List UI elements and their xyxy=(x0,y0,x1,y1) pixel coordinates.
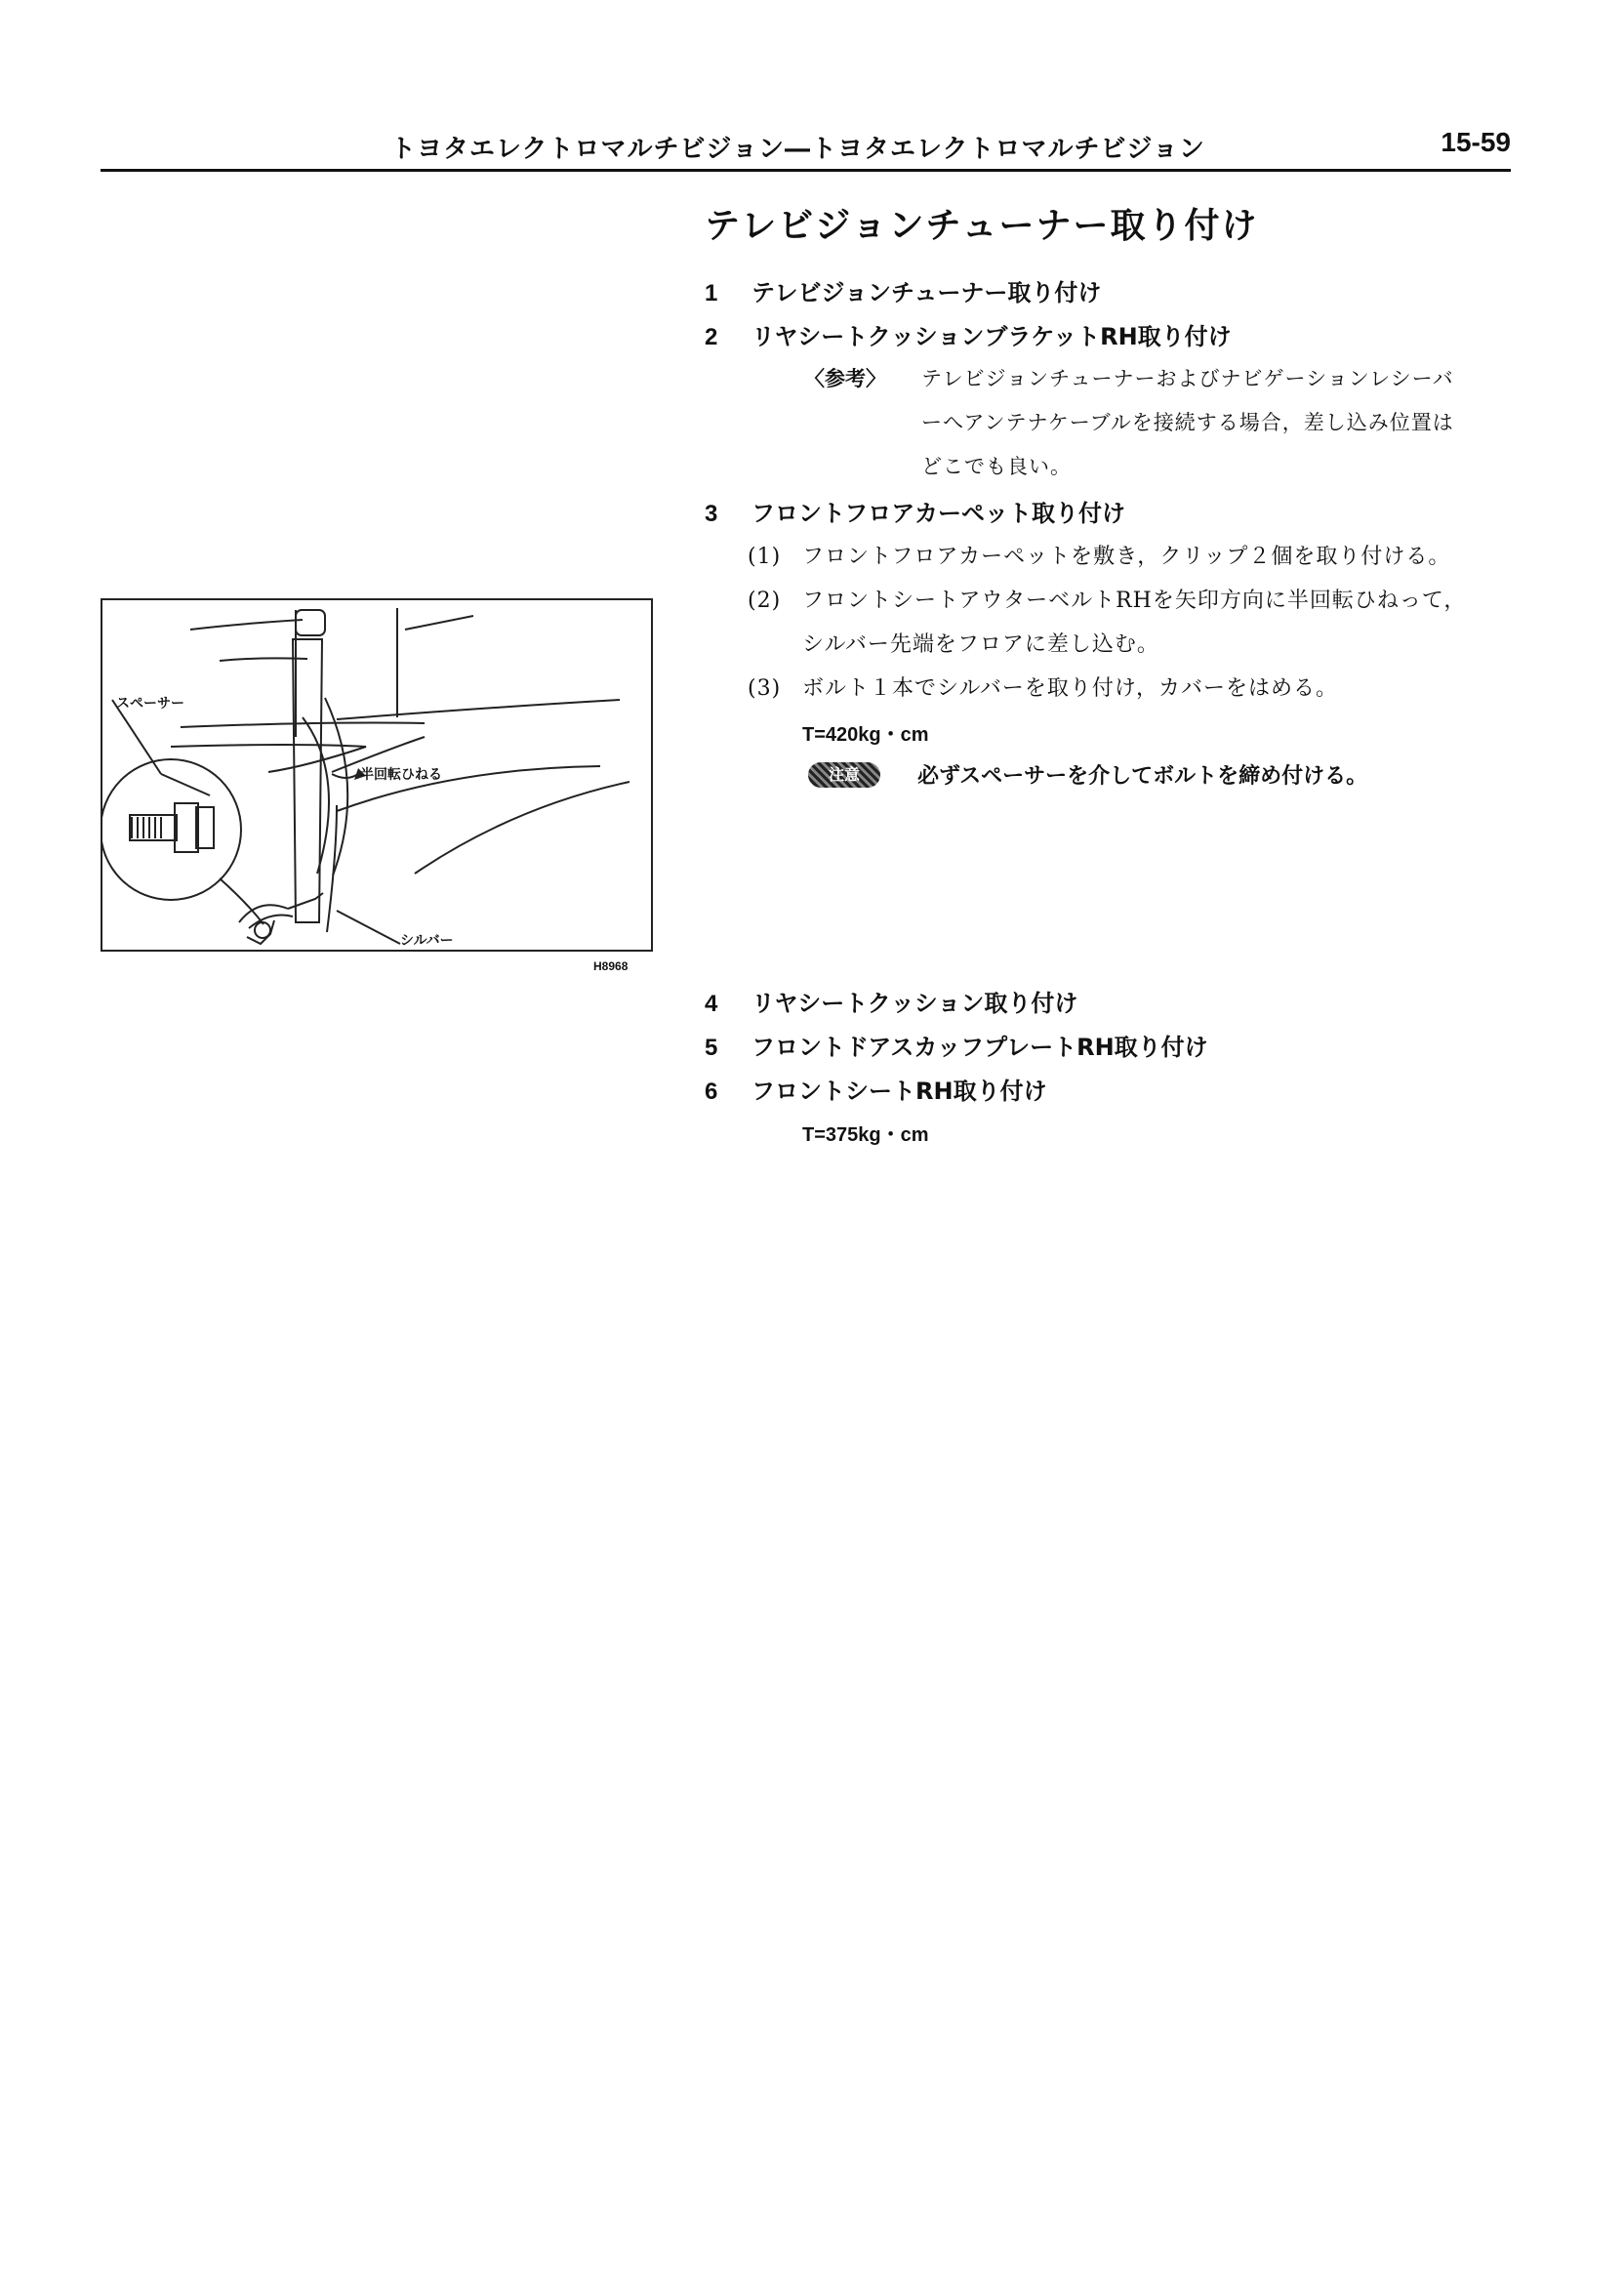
substep-2-line-2: シルバー先端をフロアに差し込む。 xyxy=(802,632,1159,657)
substep-text: フロントシートアウターベルトRHを矢印方向に半回転ひねって， xyxy=(802,589,1467,613)
reference-line-1: テレビジョンチューナーおよびナビゲーションレシーバ xyxy=(921,367,1454,390)
step-text: フロントドアスカッフプレートRH取り付け xyxy=(751,1034,1208,1061)
torque-spec: T=375kg・cm xyxy=(802,1124,929,1146)
step-number: 3 xyxy=(705,501,718,527)
step-text: フロントフロアカーペット取り付け xyxy=(751,500,1126,527)
substep-text: ボルト１本でシルバーを取り付け，カバーをはめる。 xyxy=(802,676,1339,701)
step-2 xyxy=(705,317,1232,351)
section-title: テレビジョンチューナー取り付け xyxy=(705,206,1259,246)
reference-line-3: どこでも良い。 xyxy=(921,455,1072,478)
step-text: テレビジョンチューナー取り付け xyxy=(751,279,1102,306)
step-text: フロントシートRH取り付け xyxy=(751,1078,1047,1105)
step-1 xyxy=(705,273,1101,307)
torque-spec: T=420kg・cm xyxy=(802,724,929,746)
installation-figure xyxy=(101,598,653,952)
step-3 xyxy=(705,494,1125,528)
substep-number: (2) xyxy=(748,589,782,613)
step-number: 5 xyxy=(705,1035,718,1061)
step-4 xyxy=(705,984,1077,1018)
step-text: リヤシートクッションブラケットRH取り付け xyxy=(751,323,1232,350)
step-number: 6 xyxy=(705,1079,718,1105)
label-silver: シルバー xyxy=(400,933,454,949)
substep-2 xyxy=(748,584,1466,614)
substep-number: (1) xyxy=(748,545,782,569)
step-text: リヤシートクッション取り付け xyxy=(751,990,1078,1017)
caution-text: 必ずスペーサーを介してボルトを締め付ける。 xyxy=(917,764,1368,789)
header-rule xyxy=(101,169,1511,172)
substep-text: フロントフロアカーペットを敷き，クリップ２個を取り付ける。 xyxy=(802,545,1451,569)
step-6 xyxy=(705,1072,1047,1106)
label-half-turn: 半回転ひねる xyxy=(360,767,442,783)
substep-3 xyxy=(748,672,1338,702)
step-5 xyxy=(705,1028,1208,1062)
header-title: トヨタエレクトロマルチビジョン―トヨタエレクトロマルチビジョン xyxy=(390,135,1205,164)
step-number: 4 xyxy=(705,991,718,1017)
label-spacer: スペーサー xyxy=(116,696,184,712)
reference-line-2: ーへアンテナケーブルを接続する場合，差し込み位置は xyxy=(921,411,1454,434)
step-number: 2 xyxy=(705,324,718,350)
substep-number: (3) xyxy=(748,676,782,701)
caution-badge: 注意 xyxy=(808,762,880,788)
reference-label: 〈参考〉 xyxy=(804,367,886,390)
page-number: 15-59 xyxy=(1441,127,1511,157)
step-number: 1 xyxy=(705,280,718,306)
substep-1 xyxy=(748,540,1450,570)
figure-id: H8968 xyxy=(593,959,629,973)
